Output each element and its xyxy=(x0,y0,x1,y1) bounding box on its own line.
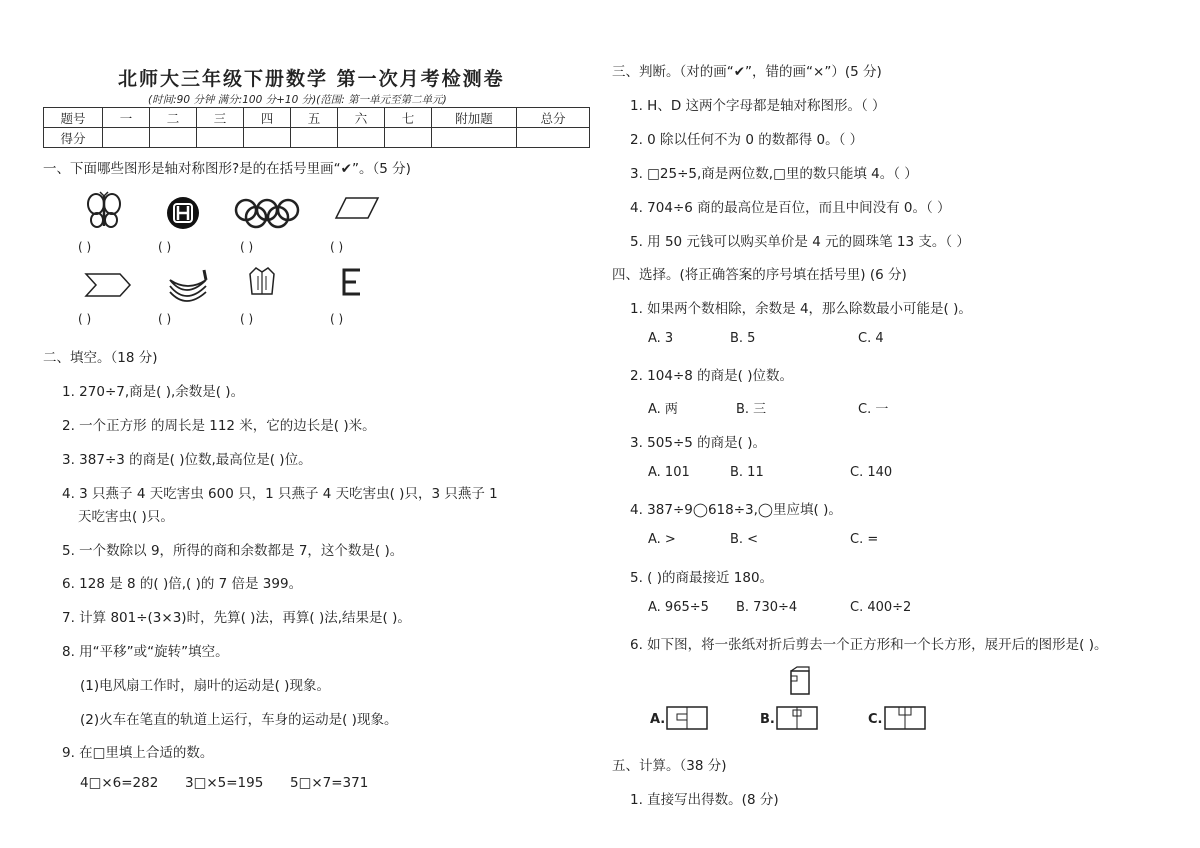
answer-paren[interactable]: ( ) xyxy=(330,240,344,254)
choice-option[interactable]: C. 4 xyxy=(858,331,884,346)
parallelogram-icon xyxy=(334,196,380,220)
page-title: 北师大三年级下册数学 第一次月考检测卷 xyxy=(118,68,505,90)
choice-option[interactable]: A. > xyxy=(648,532,676,547)
judge-question-1: 1. H、D 这两个字母都是轴对称图形。（ ） xyxy=(630,98,886,114)
fill-question-2: 2. 一个正方形 的周长是 112 米，它的边长是( )米。 xyxy=(62,418,376,434)
choice-option[interactable]: C. 140 xyxy=(850,465,893,480)
banana-icon xyxy=(166,266,210,302)
fill-question-6: 6. 128 是 8 的( )倍,( )的 7 倍是 399。 xyxy=(62,576,303,592)
score-header-cell: 三 xyxy=(197,108,244,128)
score-header-cell: 六 xyxy=(338,108,385,128)
score-header-cell: 二 xyxy=(150,108,197,128)
choice-option-label[interactable]: A. xyxy=(650,712,666,727)
score-cell[interactable] xyxy=(291,128,338,148)
score-cell[interactable] xyxy=(150,128,197,148)
fill-question-5: 5. 一个数除以 9，所得的商和余数都是 7，这个数是( )。 xyxy=(62,543,404,559)
choice-question-6: 6. 如下图，将一张纸对折后剪去一个正方形和一个长方形，展开后的图形是( )。 xyxy=(630,637,1108,653)
fill-question-3: 3. 387÷3 的商是( )位数,最高位是( )位。 xyxy=(62,452,312,468)
choice-option[interactable]: B. 5 xyxy=(730,331,756,346)
fill-question-4-cont: 天吃害虫( )只。 xyxy=(78,509,174,525)
score-cell[interactable] xyxy=(432,128,517,148)
choice-option-label[interactable]: C. xyxy=(868,712,883,727)
fill-question-7: 7. 计算 801÷(3×3)时，先算( )法，再算( )法,结果是( )。 xyxy=(62,610,411,626)
choice-question-1: 1. 如果两个数相除，余数是 4，那么除数最小可能是( )。 xyxy=(630,301,972,317)
judge-question-5: 5. 用 50 元钱可以购买单价是 4 元的圆珠笔 13 支。（ ） xyxy=(630,234,970,250)
score-cell[interactable] xyxy=(385,128,432,148)
unfolded-shape-b-icon xyxy=(776,706,818,730)
score-header-cell: 四 xyxy=(244,108,291,128)
choice-option[interactable]: C. = xyxy=(850,532,879,547)
score-cell[interactable] xyxy=(197,128,244,148)
jacket-icon xyxy=(248,266,276,298)
choice-question-3: 3. 505÷5 的商是( )。 xyxy=(630,435,766,451)
fill-question-9: 9. 在□里填上合适的数。 xyxy=(62,745,214,761)
judge-question-3: 3. □25÷5,商是两位数,□里的数只能填 4。（ ） xyxy=(630,166,918,182)
score-header-cell: 总分 xyxy=(517,108,590,128)
unfolded-shape-a-icon xyxy=(666,706,708,730)
score-row-label: 得分 xyxy=(44,128,103,148)
score-table-header-row xyxy=(44,108,590,128)
answer-paren[interactable]: ( ) xyxy=(240,312,254,326)
score-cell[interactable] xyxy=(103,128,150,148)
chevron-arrow-icon xyxy=(84,272,132,298)
section-1-heading: 一、下面哪些图形是轴对称图形?是的在括号里画“✔”。（5 分) xyxy=(43,161,411,177)
answer-paren[interactable]: ( ) xyxy=(330,312,344,326)
score-header-cell: 七 xyxy=(385,108,432,128)
section-5-heading: 五、计算。（38 分) xyxy=(612,758,727,774)
unfolded-shape-c-icon xyxy=(884,706,926,730)
olympic-rings-icon xyxy=(234,198,300,228)
score-header-cell: 一 xyxy=(103,108,150,128)
fill-question-4: 4. 3 只燕子 4 天吃害虫 600 只，1 只燕子 4 天吃害虫( )只，3 只燕子 1 xyxy=(62,486,498,502)
fill-question-9-a: 4□×6=282 xyxy=(80,775,159,791)
choice-question-5: 5. ( )的商最接近 180。 xyxy=(630,570,774,586)
choice-option[interactable]: B. 11 xyxy=(730,465,764,480)
score-table-score-row xyxy=(44,128,590,148)
section-2-heading: 二、填空。（18 分) xyxy=(43,350,158,366)
choice-option[interactable]: B. 三 xyxy=(736,402,767,417)
judge-question-4: 4. 704÷6 商的最高位是百位，而且中间没有 0。（ ） xyxy=(630,200,951,216)
choice-option[interactable]: A. 3 xyxy=(648,331,674,346)
choice-option-label[interactable]: B. xyxy=(760,712,775,727)
choice-option[interactable]: C. 一 xyxy=(858,402,889,417)
answer-paren[interactable]: ( ) xyxy=(158,312,172,326)
letter-e-icon xyxy=(342,268,364,296)
score-cell[interactable] xyxy=(244,128,291,148)
score-cell[interactable] xyxy=(517,128,590,148)
judge-question-2: 2. 0 除以任何不为 0 的数都得 0。（ ） xyxy=(630,132,864,148)
butterfly-icon xyxy=(86,192,122,230)
answer-paren[interactable]: ( ) xyxy=(158,240,172,254)
choice-option[interactable]: A. 101 xyxy=(648,465,690,480)
score-table xyxy=(43,107,590,148)
calc-question-1: 1. 直接写出得数。(8 分) xyxy=(630,792,779,808)
choice-question-2: 2. 104÷8 的商是( )位数。 xyxy=(630,368,793,384)
choice-option[interactable]: B. < xyxy=(730,532,759,547)
fill-question-8-1: (1)电风扇工作时，扇叶的运动是( )现象。 xyxy=(80,678,330,694)
choice-option[interactable]: B. 730÷4 xyxy=(736,600,798,615)
fill-question-8: 8. 用“平移”或“旋转”填空。 xyxy=(62,644,229,660)
page-subtitle: (时间:90 分钟 满分:100 分+10 分)(范围: 第一单元至第二单元) xyxy=(148,94,447,106)
answer-paren[interactable]: ( ) xyxy=(78,240,92,254)
answer-paren[interactable]: ( ) xyxy=(78,312,92,326)
score-header-cell: 题号 xyxy=(44,108,103,128)
choice-option[interactable]: C. 400÷2 xyxy=(850,600,912,615)
score-header-cell: 五 xyxy=(291,108,338,128)
folded-paper-icon xyxy=(788,666,812,696)
answer-paren[interactable]: ( ) xyxy=(240,240,254,254)
score-header-cell: 附加题 xyxy=(432,108,517,128)
choice-option[interactable]: A. 两 xyxy=(648,402,678,417)
fill-question-9-b: 3□×5=195 xyxy=(185,775,264,791)
score-cell[interactable] xyxy=(338,128,385,148)
fill-question-8-2: (2)火车在笔直的轨道上运行，车身的运动是( )现象。 xyxy=(80,712,398,728)
fill-question-9-c: 5□×7=371 xyxy=(290,775,369,791)
honda-logo-icon xyxy=(166,196,200,230)
fill-question-1: 1. 270÷7,商是( ),余数是( )。 xyxy=(62,384,245,400)
choice-option[interactable]: A. 965÷5 xyxy=(648,600,709,615)
section-4-heading: 四、选择。(将正确答案的序号填在括号里) (6 分) xyxy=(612,267,907,283)
section-3-heading: 三、判断。（对的画“✔”，错的画“×”）(5 分) xyxy=(612,64,882,80)
choice-question-4: 4. 387÷9◯618÷3,◯里应填( )。 xyxy=(630,502,842,518)
